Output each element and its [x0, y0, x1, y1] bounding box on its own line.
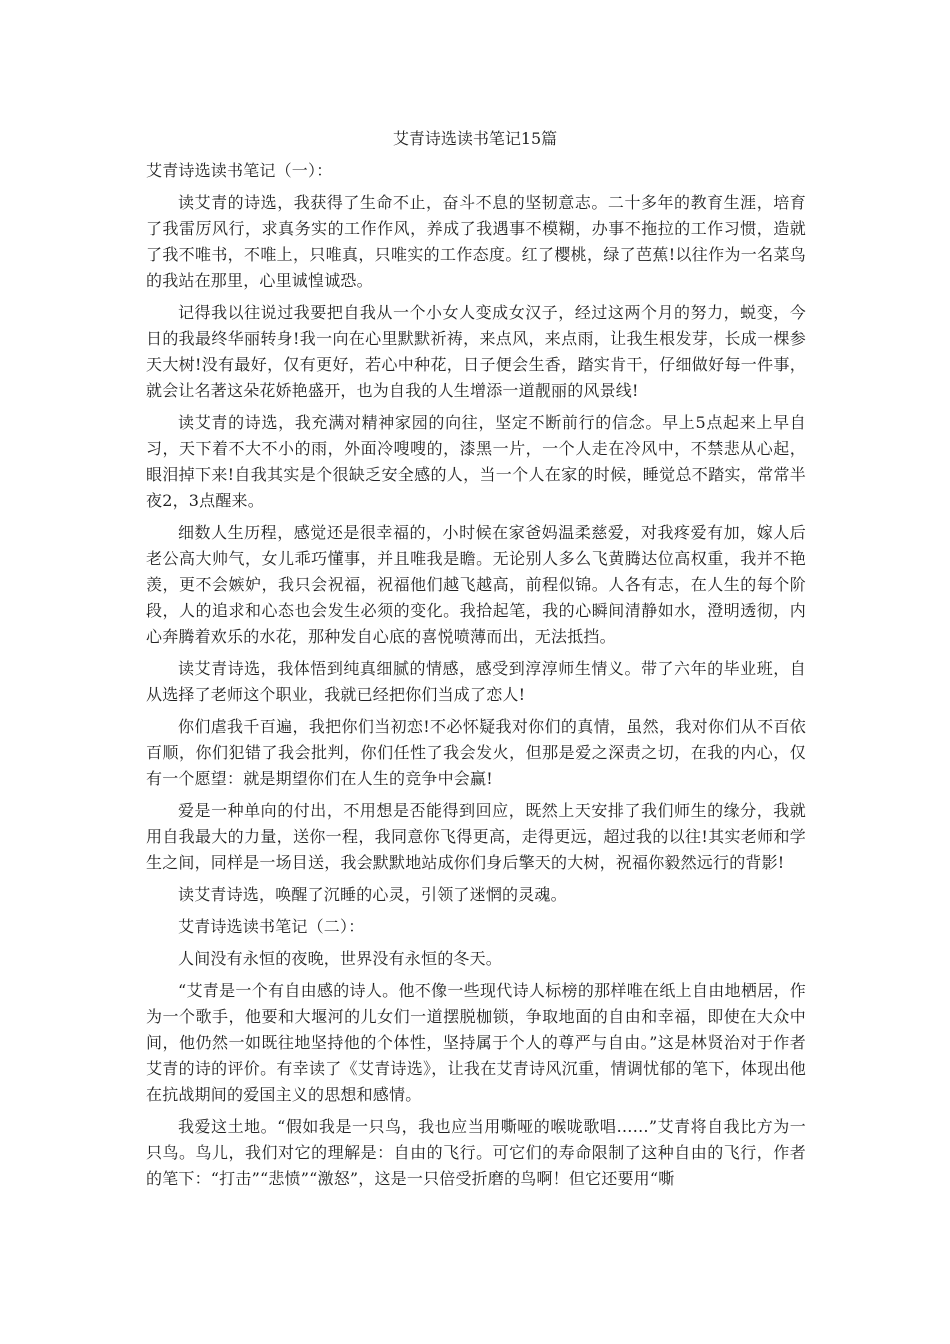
section-heading: 艾青诗选读书笔记（一）：: [146, 161, 333, 180]
paragraph: 读艾青的诗选，我充满对精神家园的向往，坚定不断前行的信念。早上5点起来上早自习，天下着不大不小的雨，外面冷嗖嗖的，漆黑一片，一个人走在冷风中，不禁悲从心起，眼泪掉下来!自我其实是个很缺乏安全感的人，当一个人在家的时候，睡觉总不踏实，常常半夜2，3点醒来。: [146, 413, 806, 510]
paragraph: 读艾青的诗选，我获得了生命不止，奋斗不息的坚韧意志。二十多年的教育生涯，培育了我雷厉风行，求真务实的工作作风，养成了我遇事不模糊，办事不拖拉的工作习惯，造就了我不唯书，不唯上，只唯真，只唯实的工作态度。红了樱桃，绿了芭蕉!以往作为一名菜鸟的我站在那里，心里诚惶诚恐。: [146, 193, 806, 290]
paragraph: 读艾青诗选，唤醒了沉睡的心灵，引领了迷惘的灵魂。: [178, 885, 567, 904]
paragraph: 读艾青诗选，我体悟到纯真细腻的情感，感受到淳淳师生情义。带了六年的毕业班，自从选择了老师这个职业，我就已经把你们当成了恋人!: [146, 659, 806, 704]
document-title: 艾青诗选读书笔记15篇: [392, 129, 558, 148]
paragraph: 我爱这土地。“假如我是一只鸟，我也应当用嘶哑的喉咙歌唱……”艾青将自我比方为一只鸟。鸟儿，我们对它的理解是：自由的飞行。可它们的寿命限制了这种自由的飞行，作者的笔下：“打击”“悲愤”“激怒”，这是一只倍受折磨的鸟啊！但它还要用“嘶: [146, 1117, 806, 1188]
paragraph: 爱是一种单向的付出，不用想是否能得到回应，既然上天安排了我们师生的缘分，我就用自我最大的力量，送你一程，我同意你飞得更高，走得更远，超过我的以往!其实老师和学生之间，同样是一场目送，我会默默地站成你们身后擎天的大树，祝福你毅然远行的背影!: [146, 801, 806, 872]
paragraph: “艾青是一个有自由感的诗人。他不像一些现代诗人标榜的那样唯在纸上自由地栖居，作为一个歌手，他要和大堰河的儿女们一道摆脱枷锁，争取地面的自由和幸福，即使在大众中间，他仍然一如既往地坚持他的个体性，坚持属于个人的尊严与自由。”这是林贤治对于作者艾青的诗的评价。有幸读了《艾青诗选》，让我在艾青诗风沉重，情调忧郁的笔下，体现出他在抗战期间的爱国主义的思想和感情。: [146, 981, 806, 1104]
document-body: [146, 158, 806, 1198]
paragraph: 细数人生历程，感觉还是很幸福的，小时候在家爸妈温柔慈爱，对我疼爱有加，嫁人后老公高大帅气，女儿乖巧懂事，并且唯我是瞻。无论别人多么飞黄腾达位高权重，我并不艳羡，更不会嫉妒，我只会祝福，祝福他们越飞越高，前程似锦。人各有志，在人生的每个阶段，人的追求和心态也会发生必须的变化。我拾起笔，我的心瞬间清静如水，澄明透彻，内心奔腾着欢乐的水花，那种发自心底的喜悦喷薄而出，无法抵挡。: [146, 523, 806, 646]
paragraph: 人间没有永恒的夜晚，世界没有永恒的冬天。: [178, 949, 503, 968]
paragraph: 记得我以往说过我要把自我从一个小女人变成女汉子，经过这两个月的努力，蜕变，今日的我最终华丽转身!我一向在心里默默祈祷，来点风，来点雨，让我生根发芽，长成一棵参天大树!没有最好，仅有更好，若心中种花，日子便会生香，踏实肯干，仔细做好每一件事，就会让名著这朵花娇艳盛开，也为自我的人生增添一道靓丽的风景线!: [146, 303, 806, 400]
section-heading-2: 艾青诗选读书笔记（二）：: [178, 917, 365, 936]
paragraph: 你们虐我千百遍，我把你们当初恋!不必怀疑我对你们的真情，虽然，我对你们从不百依百顺，你们犯错了我会批判，你们任性了我会发火，但那是爱之深责之切，在我的内心，仅有一个愿望：就是期望你们在人生的竞争中会赢!: [146, 717, 806, 788]
